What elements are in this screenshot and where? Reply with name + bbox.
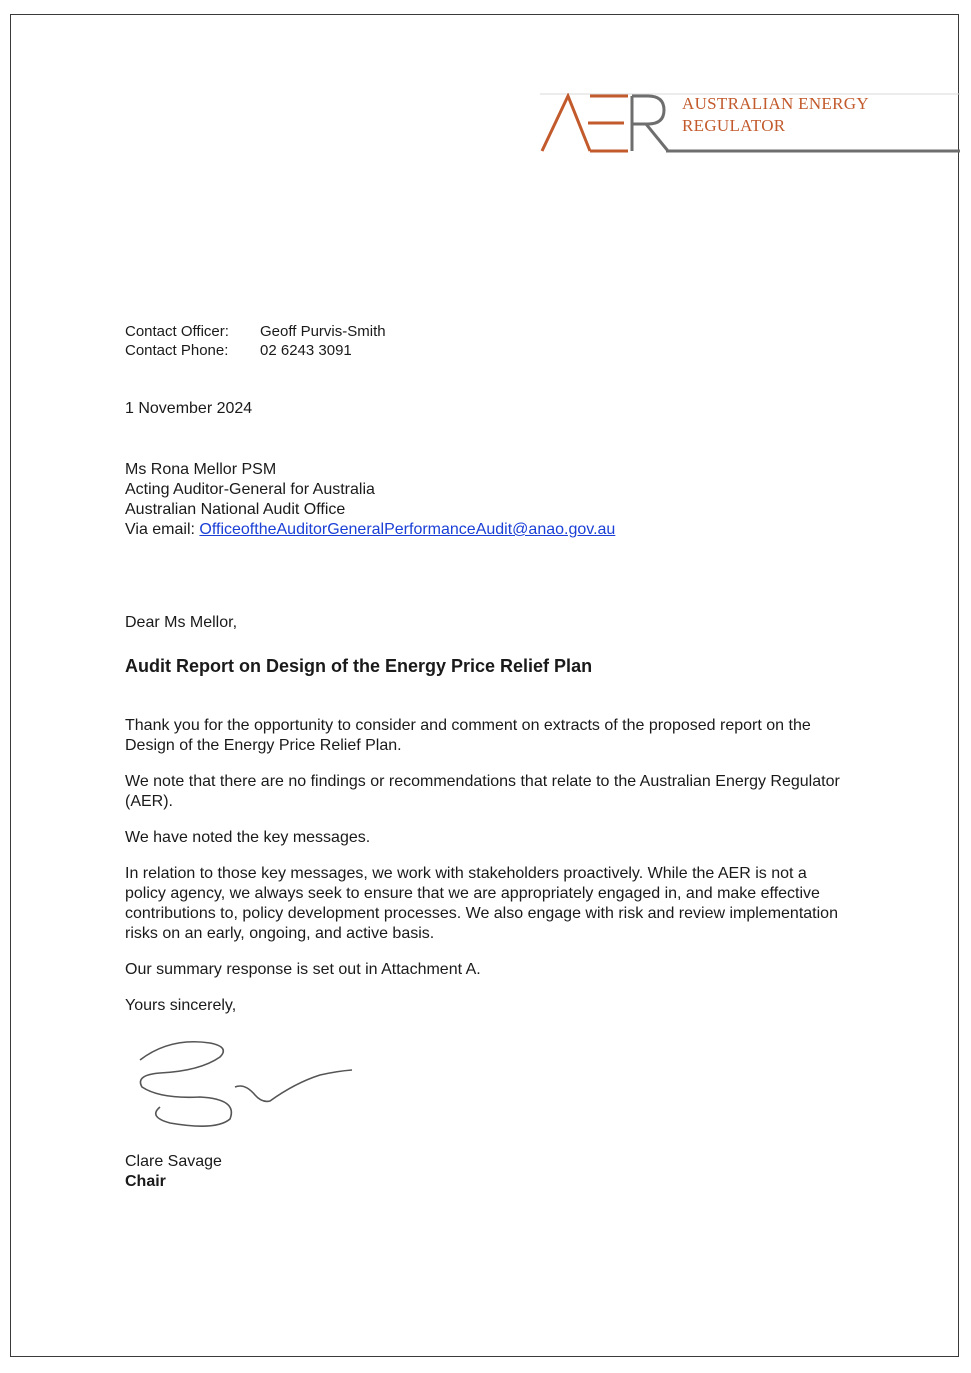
recipient-name: Ms Rona Mellor PSM [125,461,277,478]
contact-officer-row [125,322,386,341]
contact-phone-value: 02 6243 3091 [260,342,352,359]
signature-image [130,1035,360,1135]
logo-wordmark [682,93,869,137]
signer-block [125,1152,222,1192]
body-paragraph: We have noted the key messages. [125,829,371,846]
salutation: Dear Ms Mellor, [125,614,238,631]
recipient-title: Acting Auditor-General for Australia [125,481,375,498]
handwritten-signature [130,1035,360,1135]
contact-block [125,322,386,360]
body-paragraph: In relation to those key messages, we work with stakeholders proactively. While the AER is not a policy agency, we always seek to ensure that we are appropriately engaged in, and make effective contributions to, policy development processes. We also engage with risk and review implementation risks on an early, ongoing, and active basis. [125,865,838,942]
contact-phone-label: Contact Phone: [125,342,229,359]
recipient-office: Australian National Audit Office [125,501,346,518]
body-paragraph: Thank you for the opportunity to consider and comment on extracts of the proposed report on the Design of the Energy Price Relief Plan. [125,717,811,754]
aer-logo [540,93,960,155]
email-prefix: Via email: [125,521,200,538]
contact-phone-row [125,341,386,360]
recipient-email-line [125,520,615,540]
logo-line-2: REGULATOR [682,116,786,135]
contact-officer-value: Geoff Purvis-Smith [260,323,386,340]
recipient-address [125,460,615,540]
contact-officer-label: Contact Officer: [125,323,229,340]
body-paragraph: We note that there are no findings or recommendations that relate to the Australian Energy Regulator (AER). [125,773,840,810]
letter-subject: Audit Report on Design of the Energy Price Relief Plan [125,656,593,676]
recipient-email-link[interactable]: OfficeoftheAuditorGeneralPerformanceAudit@anao.gov.au [199,521,616,538]
closing: Yours sincerely, [125,997,237,1014]
signer-name: Clare Savage [125,1153,222,1170]
logo-line-1: AUSTRALIAN ENERGY [682,94,869,113]
body-paragraph: Our summary response is set out in Attachment A. [125,961,481,978]
signer-role: Chair [125,1173,166,1190]
letter-date: 1 November 2024 [125,400,253,417]
letter-body [125,716,845,1032]
